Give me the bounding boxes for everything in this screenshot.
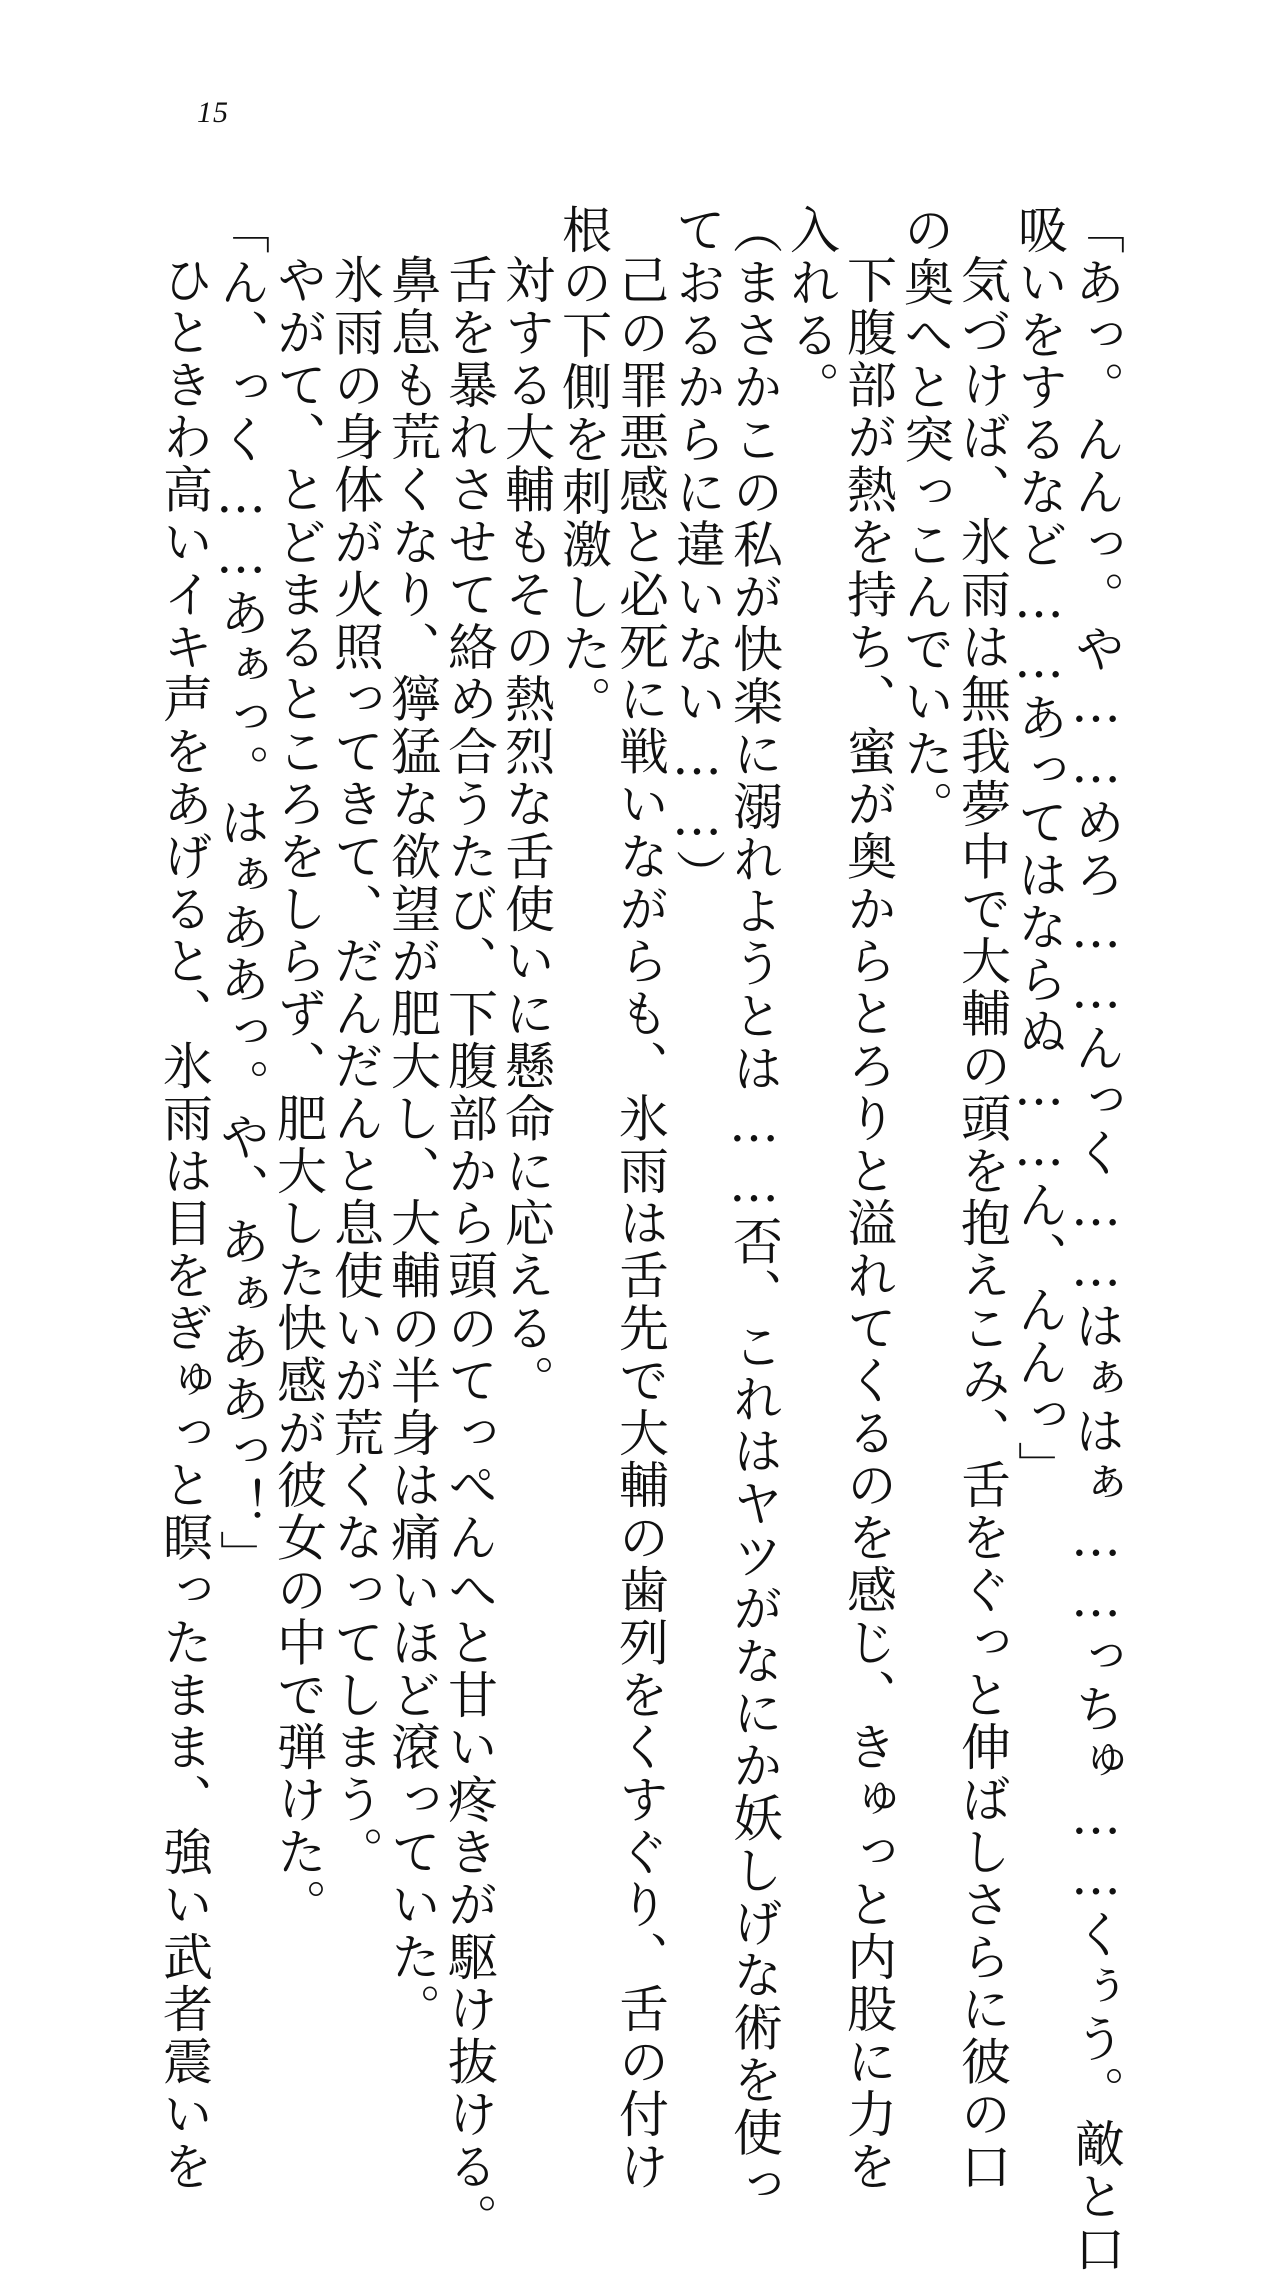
text-line: ひときわ高いイキ声をあげると、氷雨は目をぎゅっと瞑ったまま、強い武者震いを [155, 254, 213, 2193]
text-line: 「あっ。んんっ。や……めろ……んっく……はぁはぁ……っちゅ……くぅう。敵と口 [1067, 204, 1125, 2275]
text-line: （まさかこの私が快楽に溺れようとは……否、これはヤツがなにか妖しげな術を使っ [725, 204, 783, 2212]
text-line: 鼻息も荒くなり、獰猛な欲望が肥大し、大輔の半身は痛いほど滾っていた。 [383, 254, 441, 2036]
text-line: 気づけば、氷雨は無我夢中で大輔の頭を抱えこみ、舌をぐっと伸ばしさらに彼の口 [953, 254, 1011, 2193]
text-line: 下腹部が熱を持ち、蜜が奥からとろりと溢れてくるのを感じ、きゅっと内股に力を [839, 254, 897, 2193]
text-line: 「ん、っく……あぁっ。はぁああっ。や、あぁああっ！」 [212, 204, 270, 1583]
text-line: 吸いをするなど……あってはならぬ……ん、んんっ」 [1010, 204, 1068, 1494]
page-number: 15 [197, 96, 229, 129]
text-line: 根の下側を刺激した。 [554, 204, 612, 728]
text-line: の奥へと突っこんでいた。 [896, 204, 954, 833]
text-line: 氷雨の身体が火照ってきて、だんだんと息使いが荒くなってしまう。 [326, 254, 384, 1879]
text-line: やがて、とどまるところをしらず、肥大した快感が彼女の中で弾けた。 [269, 254, 327, 1931]
text-line: 対する大輔もその熱烈な舌使いに懸命に応える。 [497, 254, 555, 1407]
text-line: 入れる。 [782, 204, 840, 414]
text-line: 己の罪悪感と必死に戦いながらも、氷雨は舌先で大輔の歯列をくすぐり、舌の付け [611, 254, 669, 2193]
text-line: 舌を暴れさせて絡め合うたび、下腹部から頭のてっぺんへと甘い疼きが駆け抜ける。 [440, 254, 498, 2246]
text-line: ておるからに違いない……） [668, 204, 726, 902]
